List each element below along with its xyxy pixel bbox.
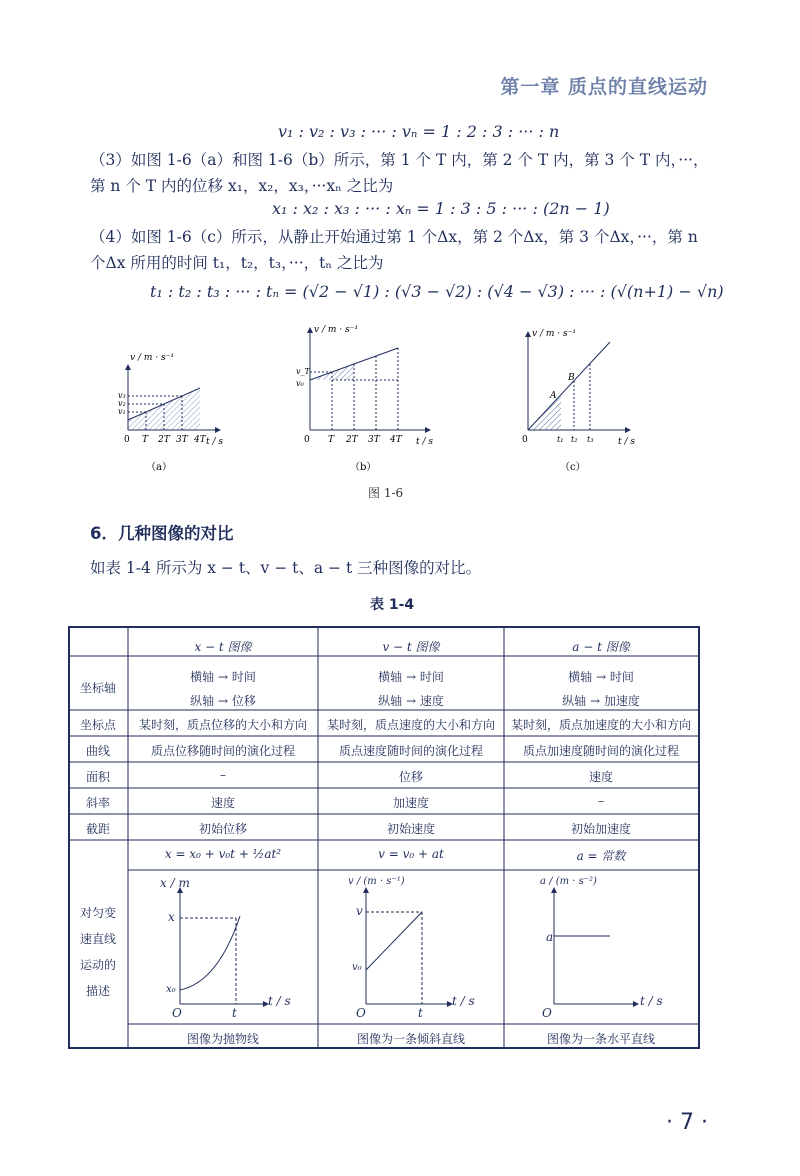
graph-a-ytick-v1: v₁ — [118, 407, 126, 416]
formula-displacement-ratio: x₁ : x₂ : x₃ : ··· : xₙ = 1 : 3 : 5 : ··· : (2n − 1) — [272, 199, 610, 218]
cell-curve-xt: 质点位移随时间的演化过程 — [150, 744, 295, 758]
graph-c — [522, 329, 635, 473]
graph-a-xtick-2T: 2T — [158, 435, 170, 445]
graph-b-xtick-4T: 4T — [390, 435, 402, 445]
note-vt: 图像为一条倾斜直线 — [356, 1032, 465, 1046]
cell-axes-at-1: 横轴 → 时间 — [568, 670, 634, 684]
graph-c-xtick-t3: t₃ — [587, 435, 594, 444]
row-label-uniform-2: 速直线 — [79, 932, 116, 946]
graph-b — [296, 325, 433, 473]
graph-c-ylabel: v / m · s⁻¹ — [532, 329, 576, 339]
table-title: 表 1-4 — [370, 597, 415, 613]
graph-xt-xlabel: t / s — [268, 994, 291, 1008]
note-xt: 图像为抛物线 — [186, 1032, 259, 1046]
graph-a-xlabel: t / s — [206, 437, 223, 447]
graph-a-xtick-3T: 3T — [176, 435, 188, 445]
row-label-curve: 曲线 — [85, 744, 110, 758]
graph-vt-origin: O — [356, 1006, 366, 1020]
graph-c-point-B: B — [568, 373, 575, 383]
graph-b-xlabel: t / s — [416, 437, 433, 447]
graph-c-point-A: A — [550, 391, 557, 401]
paragraph-3 — [90, 147, 730, 199]
row-label-uniform-3: 运动的 — [79, 958, 116, 972]
figure-1-6 — [100, 320, 680, 500]
graph-xt-tick-x: x — [168, 910, 175, 924]
table-graph-at — [554, 888, 638, 1004]
cell-axes-vt-2: 纵轴 → 速度 — [378, 694, 444, 708]
paragraph-3-line-2: 第 n 个 T 内的位移 x₁，x₂，x₃，···xₙ 之比为 — [90, 177, 394, 195]
cell-area-vt: 位移 — [398, 770, 423, 784]
figure-caption: 图 1-6 — [368, 486, 404, 500]
paragraph-3-line-1: （3）如图 1-6（a）和图 1-6（b）所示，第 1 个 T 内，第 2 个 T 内，第 3 个 T 内，···， — [90, 151, 709, 169]
note-at: 图像为一条水平直线 — [546, 1032, 655, 1046]
row-label-slope: 斜率 — [85, 796, 110, 810]
graph-b-xtick-T: T — [328, 435, 335, 445]
row-label-uniform — [69, 900, 127, 1004]
row-label-uniform-4: 描述 — [85, 984, 110, 998]
formula-vt: v = v₀ + at — [378, 847, 444, 861]
graph-c-xtick-t1: t₁ — [557, 435, 564, 444]
row-label-area: 面积 — [85, 770, 110, 784]
row-label-intercept: 截距 — [85, 822, 110, 836]
graph-at-tick-a: a — [546, 930, 554, 944]
graph-vt-tick-v: v — [356, 904, 363, 918]
graph-at-xlabel: t / s — [640, 994, 663, 1008]
cell-area-xt: – — [220, 768, 226, 782]
graph-vt-tick-v0: v₀ — [352, 962, 362, 973]
formula-time-ratio: t₁ : t₂ : t₃ : ··· : tₙ = (√2 − √1) : (√3 − √2) : (√4 − √3) : ··· : (√(n+1) − √n) — [150, 282, 724, 301]
paragraph-4-line-1: （4）如图 1-6（c）所示，从静止开始通过第 1 个Δx，第 2 个Δx，第 3 个Δx，···，第 n — [90, 228, 698, 246]
cell-curve-at: 质点加速度随时间的演化过程 — [522, 744, 679, 758]
graph-b-ytick-vt: v_T — [296, 367, 310, 376]
cell-point-at: 某时刻，质点加速度的大小和方向 — [510, 718, 691, 732]
cell-axes-xt-2: 纵轴 → 位移 — [190, 694, 256, 708]
graph-b-ytick-v0: v₀ — [296, 379, 304, 388]
cell-area-at: 速度 — [588, 770, 613, 784]
table-header-xt: x − t 图像 — [194, 640, 252, 654]
table-header-at: a − t 图像 — [572, 640, 630, 654]
cell-intercept-at: 初始加速度 — [570, 822, 631, 836]
graph-c-caption: （c） — [560, 462, 586, 473]
graph-xt-tick-x0: x₀ — [166, 984, 176, 995]
row-label-point: 坐标点 — [79, 718, 116, 732]
graph-b-ylabel: v / m · s⁻¹ — [314, 325, 358, 335]
graph-vt-tick-t: t — [418, 1006, 423, 1020]
table-graph-vt — [366, 888, 452, 1004]
cell-intercept-vt: 初始速度 — [386, 822, 435, 836]
graph-a-ytick-v2: v₂ — [118, 399, 126, 408]
page-number: · 7 · — [666, 1110, 708, 1135]
table-header-vt: v − t 图像 — [382, 640, 440, 654]
cell-axes-xt-1: 横轴 → 时间 — [190, 670, 256, 684]
cell-axes-at-2: 纵轴 → 加速度 — [562, 694, 640, 708]
cell-slope-at: – — [598, 794, 604, 808]
graph-c-xtick-t2: t₂ — [571, 435, 578, 444]
cell-curve-vt: 质点速度随时间的演化过程 — [338, 744, 483, 758]
graph-a-xtick-T: T — [142, 435, 149, 445]
cell-axes-xt — [128, 665, 318, 713]
paragraph-4 — [90, 224, 730, 276]
cell-axes-vt-1: 横轴 → 时间 — [378, 670, 444, 684]
formula-velocity-ratio: v₁ : v₂ : v₃ : ··· : vₙ = 1 : 2 : 3 : ··· : n — [278, 122, 560, 141]
graph-a — [118, 353, 223, 473]
section-intro: 如表 1-4 所示为 x − t、v − t、a − t 三种图像的对比。 — [90, 559, 482, 577]
graph-vt-xlabel: t / s — [452, 994, 475, 1008]
graph-b-caption: （b） — [350, 462, 377, 473]
cell-axes-vt — [318, 665, 504, 713]
cell-axes-at — [504, 665, 698, 713]
cell-slope-xt: 速度 — [210, 796, 235, 810]
graph-c-xlabel: t / s — [618, 437, 635, 447]
row-label-uniform-1: 对匀变 — [79, 906, 116, 920]
paragraph-4-line-2: 个Δx 所用的时间 t₁，t₂，t₃，···，tₙ 之比为 — [90, 254, 384, 272]
cell-intercept-xt: 初始位移 — [198, 822, 247, 836]
graph-at-origin: O — [542, 1006, 552, 1020]
graph-a-ylabel: v / m · s⁻¹ — [130, 353, 174, 363]
graph-a-caption: （a） — [146, 462, 172, 473]
section-title: 6．几种图像的对比 — [90, 524, 234, 543]
graph-c-xtick-0: 0 — [522, 435, 528, 445]
chapter-header: 第一章 质点的直线运动 — [500, 76, 708, 98]
cell-slope-vt: 加速度 — [392, 796, 429, 810]
formula-xt: x = x₀ + v₀t + ½at² — [164, 847, 282, 861]
graph-b-xtick-3T: 3T — [368, 435, 380, 445]
graph-a-xtick-4T: 4T — [194, 435, 206, 445]
graph-b-xtick-0: 0 — [304, 435, 310, 445]
cell-point-vt: 某时刻，质点速度的大小和方向 — [326, 718, 495, 732]
cell-point-xt: 某时刻，质点位移的大小和方向 — [138, 718, 307, 732]
graph-at-ylabel: a / (m · s⁻²) — [540, 876, 597, 887]
graph-xt-origin: O — [172, 1006, 182, 1020]
formula-at: a = 常数 — [576, 849, 626, 863]
graph-b-xtick-2T: 2T — [346, 435, 358, 445]
graph-xt-ylabel: x / m — [160, 876, 190, 890]
graph-vt-ylabel: v / (m · s⁻¹) — [348, 876, 405, 887]
graph-xt-tick-t: t — [232, 1006, 237, 1020]
graph-a-xtick-0: 0 — [124, 435, 130, 445]
graph-a-ytick-v3: v₃ — [118, 391, 126, 400]
row-label-axes: 坐标轴 — [79, 681, 116, 695]
table-graph-xt — [180, 888, 268, 1004]
